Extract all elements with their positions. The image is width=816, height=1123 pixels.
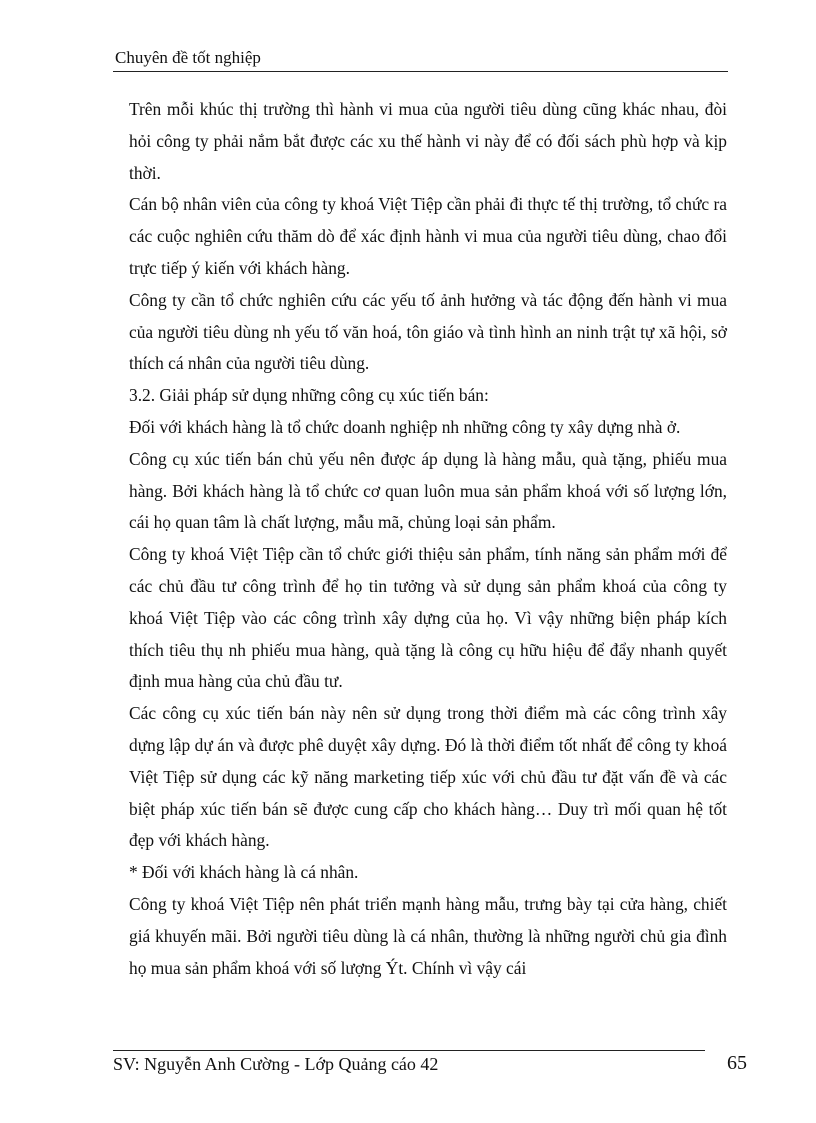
paragraph-1: Trên mỗi khúc thị trường thì hành vi mua của người tiêu dùng cũng khác nhau, đòi hỏi công ty phải nắm bắt được các xu thế hành vi này để có đối sách phù hợp và kịp thời. xyxy=(129,99,727,183)
subheading-individual: * Đối với khách hàng là cá nhân. xyxy=(129,862,359,883)
page-number: 65 xyxy=(727,1052,747,1074)
paragraph-4: Đối với khách hàng là tổ chức doanh nghiệp nh những công ty xây dựng nhà ở. xyxy=(129,416,681,437)
header-divider xyxy=(113,71,728,72)
paragraph-6: Công ty khoá Việt Tiệp cần tổ chức giới thiệu sản phẩm, tính năng sản phẩm mới để các chủ đầu tư công trình để họ tin tưởng và sử dụng sản phẩm khoá của công ty khoá Việt Tiệp vào các công trình xây dựng của họ. Vì vậy những biện pháp kích thích tiêu thụ nh phiếu mua hàng, quà tặng là công cụ hữu hiệu để đẩy nhanh quyết định mua hàng của chủ đầu tư. xyxy=(129,544,727,692)
header-title: Chuyên đề tốt nghiệp xyxy=(115,48,261,67)
section-heading: 3.2. Giải pháp sử dụng những công cụ xúc tiến bán: xyxy=(129,385,489,406)
paragraph-5: Công cụ xúc tiến bán chủ yếu nên được áp dụng là hàng mẫu, quà tặng, phiếu mua hàng. Bởi khách hàng là tổ chức cơ quan luôn mua sản phẩm khoá với số lượng lớn, cái họ quan tâm là chất lượng, mẫu mã, chủng loại sản phẩm. xyxy=(129,448,727,533)
paragraph-2: Cán bộ nhân viên của công ty khoá Việt Tiệp cần phải đi thực tế thị trường, tổ chức ra các cuộc nghiên cứu thăm dò để xác định hành vi mua của người tiêu dùng, chao đổi trực tiếp ý kiến với khách hàng. xyxy=(129,194,727,278)
footer-author: SV: Nguyễn Anh Cường - Lớp Quảng cáo 42 xyxy=(113,1054,439,1074)
paragraph-7: Các công cụ xúc tiến bán này nên sử dụng trong thời điểm mà các công trình xây dựng lập dự án và được phê duyệt xây dựng. Đó là thời điểm tốt nhất để công ty khoá Việt Tiệp sử dụng các kỹ năng marketing tiếp xúc với chủ đầu tư đặt vấn đề và các biệt pháp xúc tiến bán sẽ được cung cấp cho khách hàng… Duy trì mối quan hệ tốt đẹp với khách hàng. xyxy=(129,703,727,851)
footer-divider xyxy=(113,1050,705,1051)
body-text xyxy=(129,94,727,984)
paragraph-3: Công ty cần tổ chức nghiên cứu các yếu tố ảnh hưởng và tác động đến hành vi mua của người tiêu dùng nh yếu tố văn hoá, tôn giáo và tình hình an ninh trật tự xã hội, sở thích cá nhân của người tiêu dùng. xyxy=(129,289,727,374)
paragraph-8: Công ty khoá Việt Tiệp nên phát triển mạnh hàng mẫu, trưng bày tại cửa hàng, chiết giá khuyến mãi. Bởi người tiêu dùng là cá nhân, thường là những người chủ gia đình họ mua sản phẩm khoá với số lượng Ýt. Chính vì vậy cái xyxy=(129,893,727,978)
